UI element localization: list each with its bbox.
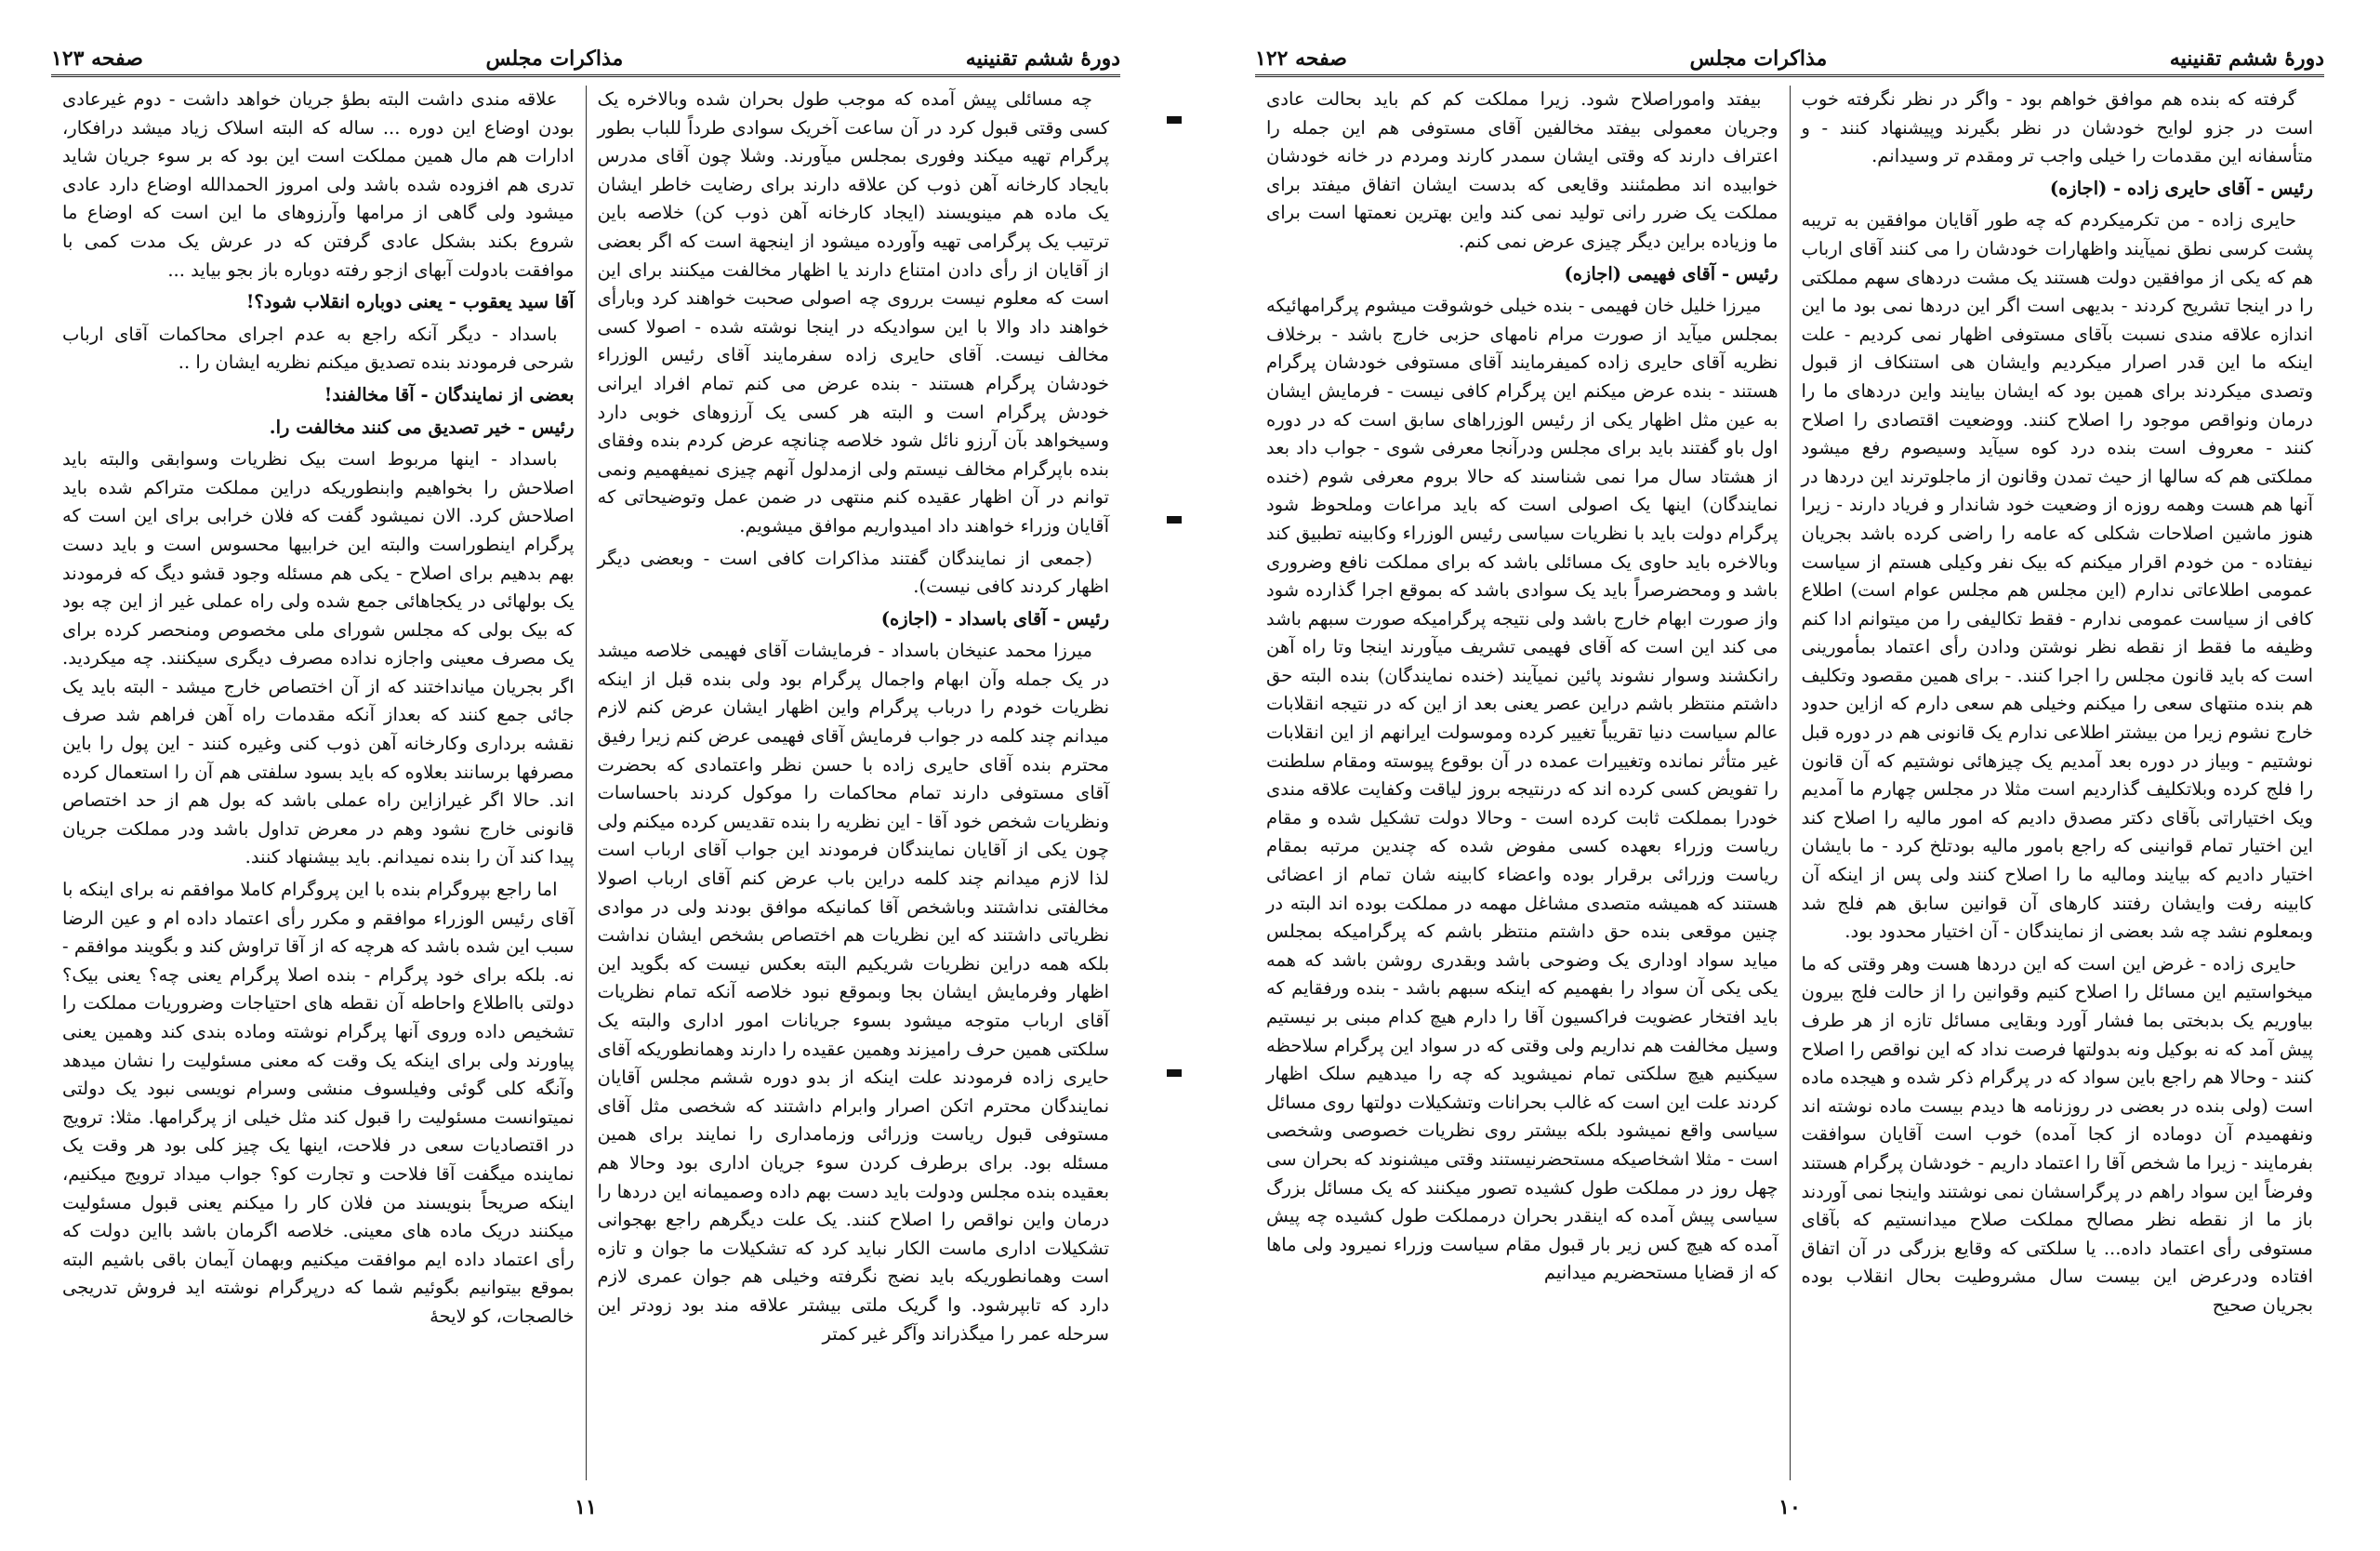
column-left	[51, 86, 587, 1480]
paragraph: حایری زاده - من تکرمیکردم که چه طور آقایان موافقین به تریبه پشت کرسی نطق نمیآیند واظهارات خودشان را می کنند آقای ارباب هم که یکی از موافقین دولت هستند یک مشت دردهای سهم مملکتی را در اینجا تشریح کردند - بدیهی است اگر این دردها نمی بود ما این اندازه علاقه مندی نسبت بآقای مستوفی اظهار نمی کردیم - علت اینکه ما این قدر اصرار میکردیم وایشان هی استنکاف از قبول وتصدی میکردند برای همین بود که ایشان بیایند واین دردهای ما را درمان ونواقص موجود را اصلاح کنند. ووضعیت اقتصادی را اصلاح کنند - معروف است بنده درد کوه سیآید وسیصوم رفع میشود مملکتی هم که سالها از حیث تمدن وقانون از ماجلوترند این دردها در آنها هم هست وهمه روزه از وضعیت خود شاندار و فریاد دارند - زیرا هنوز ماشین اصلاحات شکلی که عامه را راضی کرده باشد بجریان نیفتاده - من خودم اقرار میکنم که بیک نفر وکیلی هستم از سیاست عمومی اطلاعاتی ندارم (این مجلس هم مجلس عوام است) اطلاع کافی از سیاست عمومی ندارم - فقط تکالیفی را من میتوانم ادا کنم وظیفه ما فقط از نقطه نظر نوشتن ودادن رأی اعتماد بمأمورینی است که باید قانون مجلس را اجرا کنند. - برای همین مقصود وتکلیف هم بنده منتهای سعی را میکنم وخیلی هم سعی دارم که ازاین حدود خارج نشوم زیرا من بیشتر اطلاعی ندارم یک قانونی هم در دوره قبل نوشتیم - وبیاز در دوره بعد آمدیم یک چیزهائی نوشتیم که آن قانون را فلج کرده وبلاتکلیف گذاردیم است مثلا در مجلس چهارم ما آمدیم ویک اختیاراتی بآقای دکتر مصدق دادیم که امور مالیه را اصلاح کند این اختیار تمام قوانینی که راجع بامور مالیه بودتلخ کرد - ما بایشان اختیار دادیم که بیایند ومالیه ما را اصلاح کنند ولی پس از اینکه آن کابینه رفت وایشان رفتند کارهای آن قوانین سابق هم فلج شد وبمعلوم نشد چه شد بعضی از نمایندگان - آن اختیار محدود بود.	[1801, 209, 2313, 943]
publication-title: مذاکرات مجلس	[485, 46, 624, 71]
paragraph: حایری زاده - غرض این است که این دردها هست وهر وقتی که ما میخواستیم این مسائل را اصلاح کنیم وقوانین را از حالت فلج بیرون بیاوریم یک بدبختی بما فشار آورد وبقایی مسائل تازه از هر طرف پیش آمد که نه بوکیل ونه بدولتها فرصت نداد که این نواقص را اصلاح کنند - وحالا هم راجع باین سواد که در پرگرام ذکر شده و هیجده ماده است (ولی بنده در بعضی در روزنامه ها دیدم بیست ماده نوشته اند ونفهمیدم آن دوماده از کجا آمده) خوب است آقایان سوافقت بفرمایند - زیرا ما شخص آقا را اعتماد داریم - خودشان پرگرام هستند وفرضاً این سواد راهم در پرگراسشان نمی نوشتند واینجا نمی آوردند باز ما از نقطه نظر مصالح مملکت صلاح میدانستیم که بآقای مستوفی رأی اعتماد داده... یا سلکتی که وقایع بزرگی در آن اتفاق افتاده ودرعرض این بیست سال مشروطیت بحال انقلاب بوده بجریان صحیح	[1801, 952, 2313, 1316]
speaker-line: رئیس - آقای حایری زاده - (اجازه)	[2049, 177, 2313, 199]
column-right	[1791, 86, 2325, 1480]
margin-mark	[1167, 1069, 1182, 1077]
right-page	[1255, 37, 2324, 1525]
speaker-line: رئیس - آقای باسداد - (اجازه)	[880, 607, 1109, 630]
paragraph: باسداد - اینها مربوط است بیک نظریات وسوابقی والبته باید اصلاحش را بخواهیم وابنطوریکه دراین مملکت متراکم شده باید اصلاحش کرد. الان نمیشود گفت که فلان خرابی برای این است که پرگرام اینطوراست والبته این خرابیها محسوس است و باید دست بهم بدهیم برای اصلاح - یکی هم مسئله وجود قشو دیگ که فرمودند یک بولهائی در یکجاهائی جمع شده ولی راه عملی غیر از این چه بود که بیک بولی که مجلس شورای ملی مخصوص ومنحصر کرده برای یک مصرف معینی واجازه نداده مصرف دیگری سیکنند. چه میکردید. اگر بجریان میانداختند که از آن اختصاص خارج میشد - البته باید یک جائی جمع کنند که بعداز آنکه مقدمات راه آهن فراهم شد صرف نقشه برداری وکارخانه آهن ذوب کنی وغیره کنند - این پول را باین مصرفها برسانند بعلاوه که باید بسود سلفتی هم آن را استعمال کرده اند. حالا اگر غیرازاین راه عملی باشد که بول هم از حد اختصاص قانونی خارج نشود وهم در معرض تداول باشد ودر مملکت جریان پیدا کند آن را بنده نمیدانم. باید بیشنهاد کنند.	[62, 448, 575, 868]
paragraph: اما راجع بپروگرام بنده با این پروگرام کاملا موافقم نه برای اینکه با آقای رئیس الوزراء موافقم و مکرر رأی اعتماد داده ام و عین الرضا سبب این شده باشد که هرچه که از آقا تراوش کند و بگویند موافقم - نه. بلکه برای خود پرگرام - بنده اصلا پرگرام یعنی چه؟ یعنی بیک؟ دولتی بااطلاع واحاطه آن نقطه های احتیاجات وضروریات مملکت را تشخیص داده وروی آنها پرگرام نوشته وماده بندی کند وهمین یعنی پیاورند ولی برای اینکه یک وقت که معنی مسئولیت را نشان میدهد وآنگه کلی گوئی وفیلسوف منشی وسرام نویسی نبود یک دولتی نمیتوانست مسئولیت را قبول کند مثل خیلی از پرگرامها. مثلا: ترویج در اقتصادیات سعی در فلاحت، اینها یک چیز کلی بود هر وقت یک نماینده میگفت آقا فلاحت و تجارت کو؟ جواب میداد ترویج میکنیم، اینکه صریحاً بنویسند من فلان کار را میکنم یعنی قبول مسئولیت میکنند دریک ماده های معینی. خلاصه اگرمان باشد بااین دولت که رأی اعتماد داده ایم موافقت میکنیم وبهمان آیمان باقی باشیم البته بموقع بیتوانیم بگوئیم شما که درپرگرام نوشته اید فروش تدریجی خالصجات، کو لایحهٔ	[62, 879, 575, 1327]
column-left	[1255, 86, 1791, 1480]
page-label: صفحه ۱۲۳	[51, 46, 143, 71]
paragraph: باسداد - دیگر آنکه راجع به عدم اجرای محاکمات آقای ارباب شرحی فرمودند بنده تصدیق میکنم نظریه ایشان را ..	[62, 323, 575, 374]
paragraph: گرفته که بنده هم موافق خواهم بود - واگر در نظر نگرفته خوب است در جزو لوایح خودشان در نظر بگیرند وپیشنهاد کنند - و متأسفانه این مقدمات را خیلی واجب تر ومقدم تر وسیدانم.	[1801, 88, 2313, 167]
speaker-line: آقا سید یعقوب - یعنی دوباره انقلاب شود؟!	[245, 291, 575, 313]
page-header	[51, 37, 1120, 77]
speaker-line: رئیس - آقای فهیمی (اجازه)	[1564, 262, 1778, 285]
paragraph: میرزا خلیل خان فهیمی - بنده خیلی خوشوقت میشوم پرگرامهائیکه بمجلس میآید از صورت مرام نامهای حزبی خارج باشد - برخلاف نظریه آقای حایری زاده کمیفرمایند آقای مستوفی خودشان پرگرام هستند - بنده عرض میکنم این پرگرام کافی نیست - فرمایش ایشان به عین مثل اظهار یکی از رئیس الوزراهای سابق است که در دوره اول باو گفتند باید برای مجلس ودرآنجا معرفی شوی - جواب داد بعد از هشتاد سال مرا نمی شناسند که حالا بروم معرفی شوم (خنده نمایندگان) اینها یک اصولی است که باید مراعات وملحوظ شود پرگرام دولت باید با نظریات سیاسی رئیس الوزراء وکابینه تطبیق کند وبالاخره باید حاوی یک مسائلی باشد که برای مملکت نافع وضروری باشد و ومحضرصراً باید یک سوادی باشد که بموقع اجرا گذارده شود واز صورت ابهام خارج باشد ولی نتیجه پرگرامیکه صورت سبهم باشد می کند این است که آقای فهیمی تشریف میآورند اینجا وتا راه آهن رانکشند وسوار نشوند پائین نمیآیند (خنده نمایندگان) بنده البته حق داشتم منتظر باشم دراین عصر یعنی بعد از این که در نتیجه انقلابات عالم سیاست دنیا تقریباً تغییر کرده وموسولت ایرانهم از این انقلابات غیر متأثر نمانده وتغییرات عمده در آن بوقوع پیوسته ومقام سلطنت را تفویض کسی کرده اند که درنتیجه بروز لیاقت وکفایت علاقه مندی خودرا بمملکت ثابت کرده است - وحالا دولت تشکیل شده و مقام ریاست وزراء بعهده کسی مفوض شده که چندین مرتبه بمقام ریاست وزرائی برقرار بوده واعضاء کابینه شان تمام از اعضائی هستند که همیشه متصدی مشاغل مهمه در مملکت بوده اند البته در چنین موقعی بنده حق داشتم منتظر باشم که پرگرامیکه بمجلس میاید سواد اوداری یک وضوحی باشد وبقدری روشن باشد که همه یکی یکی آن سواد را بفهمیم که اینکه سبهم باشد - بنده ورفقایم که باید افتخار عضویت فراکسیون آقا را دارم هیچ کدام مبنی بر نیستیم وسیل مخالفت هم نداریم ولی وقتی که در سواد این پرگرام سلاحظه سیکنیم هیچ سلکتی تمام نمیشوید که چه را میدهیم سلک اظهار کردند علت این است که غالب بحرانات وتشکیلات دولتها روی مسائل سیاسی واقع نمیشود بلکه بیشتر روی نظریات خصوصی وشخصی است - مثلا اشخاصیکه مستحضرنیستند وقتی میشنوند که بحران سی چهل روز در مملکت طول کشیده تصور میکنند که یک مسائل بزرگ سیاسی پیش آمده که اینقدر بحران درمملکت طول کشیده چه پیش آمده که هیچ کس زیر بار قبول مقام سیاست وزراء نمیرود ولی ماها که از قضایا مستحضریم میدانیم	[1266, 295, 1778, 1284]
paragraph: چه مسائلی پیش آمده که موجب طول بحران شده وبالاخره یک کسی وقتی قبول کرد در آن ساعت آخریک سوادی طرداً للباب بطور پرگرام تهیه میکند وفوری بمجلس میآورند. وشلا چون آقای مدرس بایجاد کارخانه آهن ذوب کن علاقه دارند برای رضایت خاطر ایشان یک ماده هم مینویسند (ایجاد کارخانه آهن ذوب کن) خلاصه باین ترتیب یک پرگرامی تهیه وآورده میشود از اینجهة است که اگر بعضی از آقایان از رأی دادن امتناع دارند یا اظهار مخالفت میکنند برای این است که معلوم نیست برروی چه اصولی صحبت خواهند کرد وبارأی خواهند داد والا با این سوادیکه در اینجا نوشته شده - اصولا کسی مخالف نیست. آقای حایری زاده سفرمایند آقای رئیس الوزراء خودشان پرگرام هستند - بنده عرض می کنم تمام افراد ایرانی خودش پرگرام است و البته هر کسی یک آرزوهای خوبی دارد وسیخواهد بآن آرزو نائل شود خلاصه چنانچه عرض کردم بنده وفقای بنده باپرگرام مخالف نیستم ولی ازمدلول آنهم چیزی نمیفهمیم ونمی توانم در آن اظهار عقیده کنم منتهی در ضمن عمل وتوضیحاتی که آقایان وزراء خواهند داد امیدواریم موافق میشویم.	[597, 88, 1109, 537]
paragraph: میرزا محمد عنیخان باسداد - فرمایشات آقای فهیمی خلاصه میشد در یک جمله وآن ابهام واجمال پرگرام بود ولی بنده قبل از اینکه نظریات خودم را درباب پرگرام واین اظهار ایشان عرض کنم لازم میدانم چند کلمه در جواب فرمایش آقای فهیمی عرض کنم زیرا رفیق محترم بنده آقای حایری زاده با حسن نظر واعتمادی که بحضرت آقای مستوفی دارند تمام محاکمات را موکول کردند باحساسات ونظریات شخص خود آقا - این نظریه را بنده تقدیس کرده میکنم ولی چون یکی از آقایان نمایندگان فرمودند این جواب آقای ارباب است لذا لازم میدانم چند کلمه دراین باب عرض کنم آقای ارباب اصولا مخالفتی نداشتند وباشخص آقا کمانیکه موافق بودند ولی در موادی نظریاتی داشتند که این نظریات هم اختصاص بشخص ایشان نداشت بلکه همه دراین نظریات شریکیم البته بعکس نیست که بگوید این اظهار وفرمایش ایشان بجا وبموقع نبود خلاصه آنکه تمام نظریات آقای ارباب متوجه میشود بسوء جریانات امور اداری والبته یک سلکتی همین حرف رامیزند وهمین عقیده را دارند وهمانطوریکه آقای حایری زاده فرمودند علت اینکه از بدو دوره ششم مجلس آقایان نمایندگان محترم اتکن اصرار وابرام داشتند که شخصی مثل آقای مستوفی قبول ریاست وزرائی وزمامداری را نمایند برای همین مسئله بود. برای برطرف کردن سوء جریان اداری بود وحالا هم بعقیده بنده مجلس ودولت باید دست بهم داده وصمیمانه این دردها را درمان واین نواقص را اصلاح کنند. یک علت دیگرهم راجع بهجوانی تشکیلات اداری ماست الکار نباید کرد که تشکیلات ما جوان و تازه است وهمانطوریکه باید نضج نگرفته وخیلی هم جوان عمری لازم دارد که تابپرشود. وا گریک ملتی بیشتر علاقه مند بود زودتر این سرحله عمر را میگذراند وآگر غیر کمتر	[597, 640, 1109, 1345]
session-title: دورهٔ ششم تقنینیه	[965, 46, 1120, 71]
text-columns	[1255, 86, 2324, 1480]
speaker-line: رئیس - خیر تصدیق می کنند مخالفت را.	[269, 416, 575, 438]
speaker-line: بعضی از نمایندگان - آقا مخالفند!	[324, 383, 575, 405]
margin-mark	[1167, 516, 1182, 524]
paragraph: (جمعی از نمایندگان گفتند مذاکرات کافی است - وبعضی دیگر اظهار کردند کافی نیست).	[597, 547, 1109, 598]
text-columns	[51, 86, 1120, 1480]
margin-mark	[1167, 116, 1182, 124]
paragraph: بیفتد واموراصلاح شود. زیرا مملکت کم کم باید بحالت عادی وجریان معمولی بیفتد مخالفین آقای مستوفی هم این جمله را اعتراف دارند که وقتی ایشان سمدر کارند ومردم در خانه خودشان خوابیده اند مطمئنند وقایعی که بدست ایشان اتفاق میفتد برای مملکت یک ضرر رانی تولید نمی کند واین بهترین نعمتها است برای ما وزیاده براین دیگر چیزی عرض نمی کنم.	[1266, 88, 1778, 252]
page-label: صفحه ۱۲۲	[1255, 46, 1347, 71]
session-title: دورهٔ ششم تقنینیه	[2169, 46, 2324, 71]
left-page	[51, 37, 1120, 1525]
page-number: ۱۱	[575, 1495, 597, 1519]
page-header	[1255, 37, 2324, 77]
column-right	[587, 86, 1121, 1480]
paragraph: علاقه مندی داشت البته بطؤ جریان خواهد داشت - دوم غیرعادی بودن اوضاع این دوره ... ساله که البته اسلاک زیاد میشد درافکار، ادارات هم مال همین مملکت است این بود که بر سوء جریان شاید تدری هم افزوده شده باشد ولی امروز الحمدالله اوضاع دارد عادی میشود ولی گاهی از مرامها وآرزوهای ما این است که اوضاع ما شروع بکند بشکل عادی گرفتن که در عرش یک مدت کمی با موافقت بادولت آبهای ازجو رفته دوباره باز بجو بیاید ...	[62, 88, 575, 281]
publication-title: مذاکرات مجلس	[1689, 46, 1828, 71]
page-number: ۱۰	[1778, 1495, 1801, 1519]
